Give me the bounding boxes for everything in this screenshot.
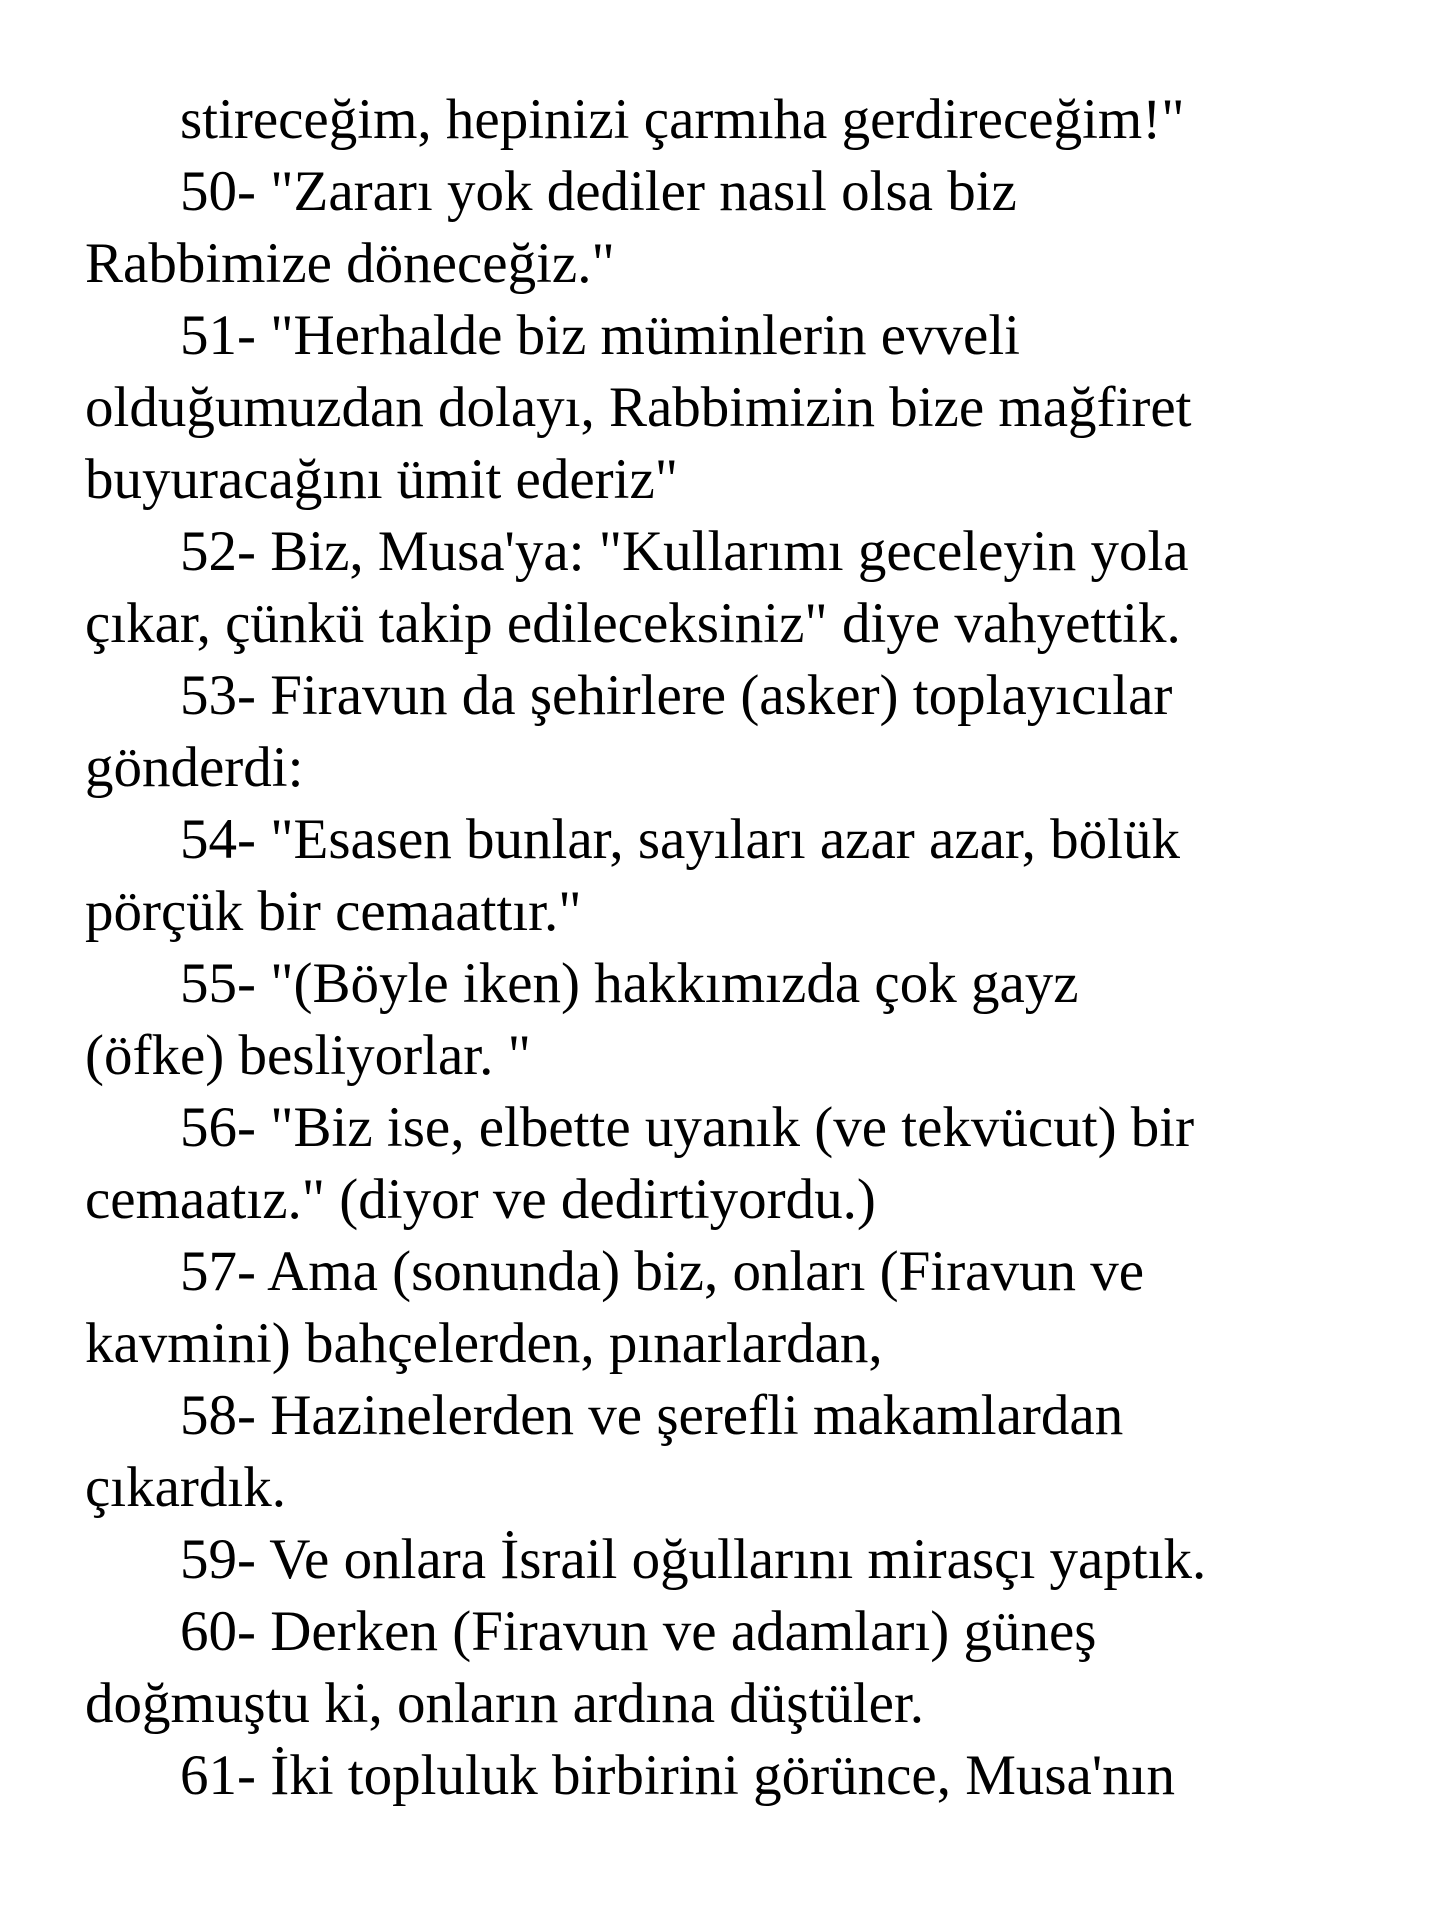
text-line: (öfke) besliyorlar. " xyxy=(85,1024,531,1087)
verse-57-line: 57- Ama (sonunda) biz, onları (Firavun ve xyxy=(180,1240,1145,1303)
text-line: olduğumuzdan dolayı, Rabbimizin bize mağfiret xyxy=(85,376,1192,439)
verse-60-line: 60- Derken (Firavun ve adamları) güneş xyxy=(180,1600,1097,1663)
verse-53-line: 53- Firavun da şehirlere (asker) toplayıcılar xyxy=(180,664,1173,727)
text-line: doğmuştu ki, onların ardına düştüler. xyxy=(85,1672,925,1735)
text-line: cemaatız." (diyor ve dedirtiyordu.) xyxy=(85,1168,876,1231)
text-line: stireceğim, hepinizi çarmıha gerdireceğim!" xyxy=(180,88,1185,151)
verse-52-line: 52- Biz, Musa'ya: "Kullarımı geceleyin yola xyxy=(180,520,1189,583)
text-line: pörçük bir cemaattır." xyxy=(85,880,582,943)
verse-50-line: 50- "Zararı yok dediler nasıl olsa biz xyxy=(180,160,1017,223)
verse-54-line: 54- "Esasen bunlar, sayıları azar azar, bölük xyxy=(180,808,1180,871)
text-line: Rabbimize döneceğiz." xyxy=(85,232,615,295)
verse-59-line: 59- Ve onlara İsrail oğullarını mirasçı yaptık. xyxy=(180,1528,1207,1591)
verse-61-line: 61- İki topluluk birbirini görünce, Musa'nın xyxy=(180,1744,1175,1807)
text-line: çıkardık. xyxy=(85,1456,287,1519)
text-line: buyuracağını ümit ederiz" xyxy=(85,448,679,511)
verse-51-line: 51- "Herhalde biz müminlerin evveli xyxy=(180,304,1020,367)
verse-58-line: 58- Hazinelerden ve şerefli makamlardan xyxy=(180,1384,1124,1447)
verse-55-line: 55- "(Böyle iken) hakkımızda çok gayz xyxy=(180,952,1079,1015)
verse-56-line: 56- "Biz ise, elbette uyanık (ve tekvücut) bir xyxy=(180,1096,1195,1159)
text-line: çıkar, çünkü takip edileceksiniz" diye vahyettik. xyxy=(85,592,1181,655)
text-line: gönderdi: xyxy=(85,736,304,799)
text-line: kavmini) bahçelerden, pınarlardan, xyxy=(85,1312,883,1375)
